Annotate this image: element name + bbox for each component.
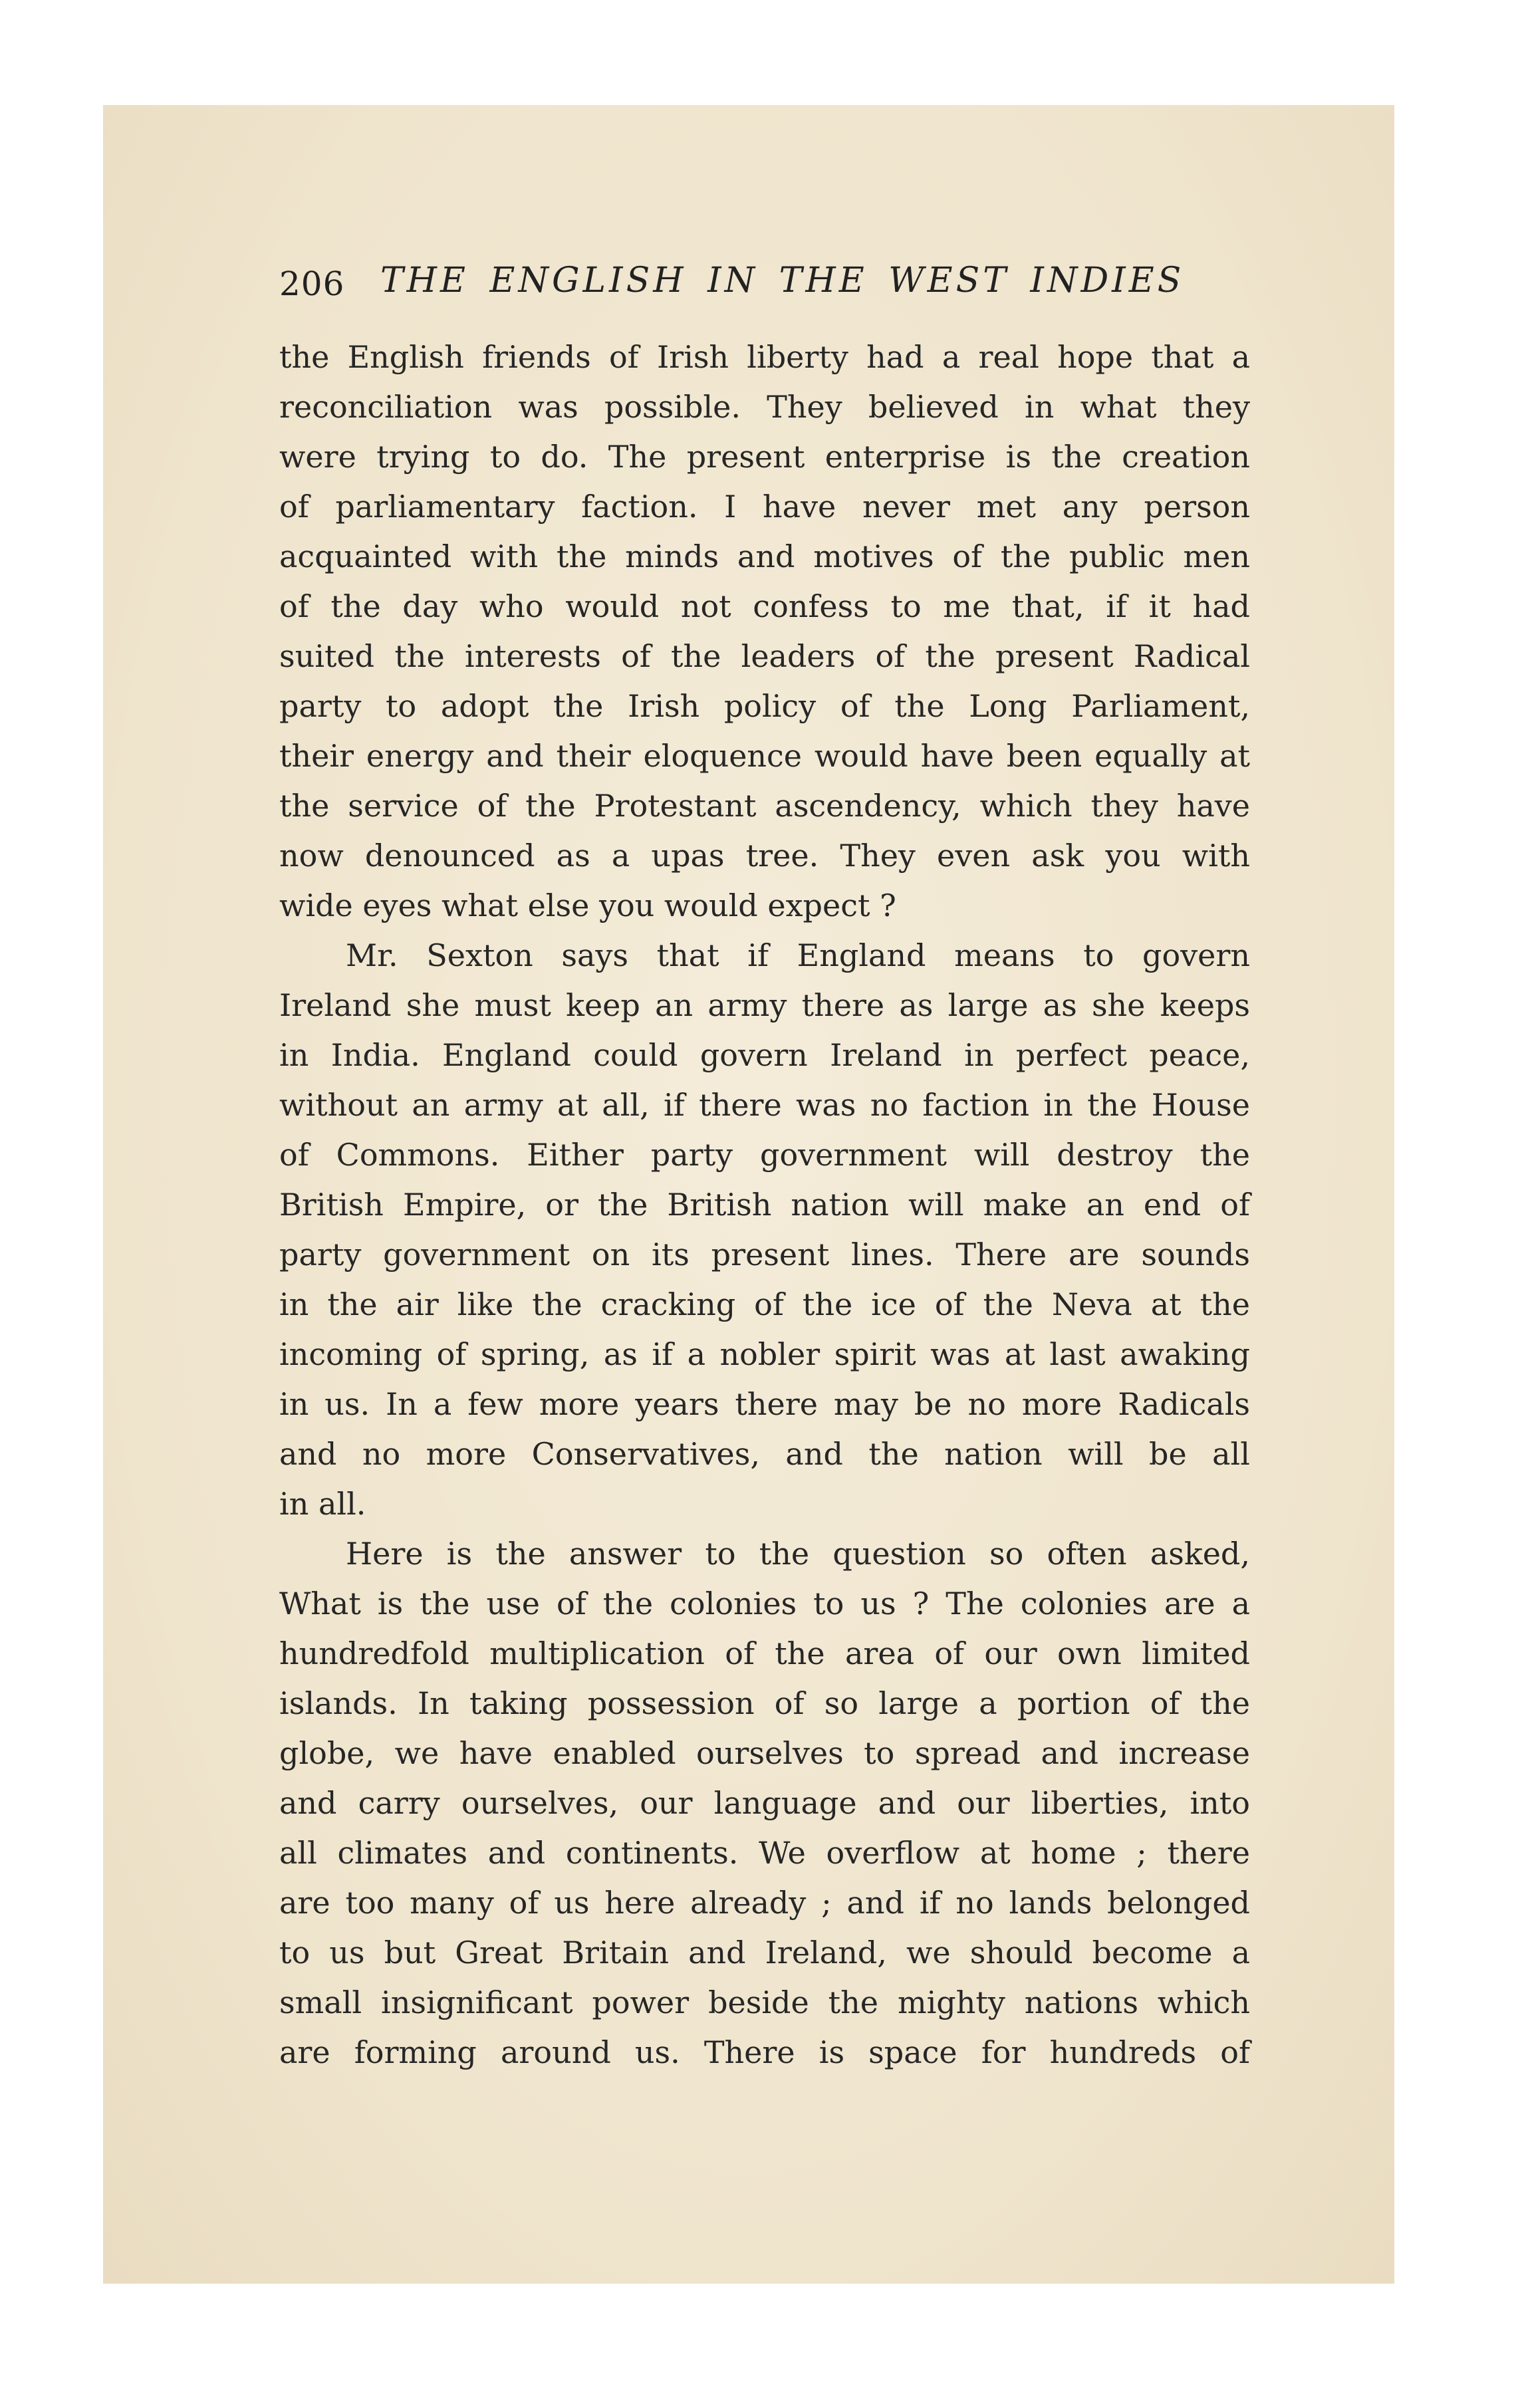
text-line: acquainted with the minds and motives of the public men bbox=[279, 539, 1250, 574]
text-line: suited the interests of the leaders of the present Radical bbox=[279, 638, 1250, 674]
text-line: globe, we have enabled ourselves to spread and increase bbox=[279, 1735, 1250, 1771]
text-line: of Commons. Either party government will destroy the bbox=[279, 1137, 1250, 1173]
text-line: in us. In a few more years there may be no more Radicals bbox=[279, 1386, 1250, 1422]
text-line: in the air like the cracking of the ice of the Neva at the bbox=[279, 1286, 1250, 1322]
text-line: are forming around us. There is space for hundreds of bbox=[279, 2034, 1250, 2070]
text-line: party to adopt the Irish policy of the Long Parliament, bbox=[279, 688, 1250, 724]
text-line: the English friends of Irish liberty had a real hope that a bbox=[279, 339, 1250, 375]
text-line: without an army at all, if there was no faction in the House bbox=[279, 1087, 1250, 1123]
text-line: of parliamentary faction. I have never met any person bbox=[279, 489, 1250, 525]
text-line: to us but Great Britain and Ireland, we should become a bbox=[279, 1935, 1250, 1971]
text-line: all climates and continents. We overflow at home ; there bbox=[279, 1835, 1250, 1871]
text-line: reconciliation was possible. They believed in what they bbox=[279, 389, 1250, 425]
body-text bbox=[279, 332, 1250, 2078]
page-number: 206 bbox=[279, 265, 345, 303]
text-line: Ireland she must keep an army there as large as she keeps bbox=[279, 987, 1250, 1023]
text-line: and no more Conservatives, and the nation will be all bbox=[279, 1436, 1250, 1472]
text-line: islands. In taking possession of so large a portion of the bbox=[279, 1685, 1250, 1721]
text-line: hundredfold multiplication of the area of our own limited bbox=[279, 1635, 1250, 1671]
text-line: party government on its present lines. There are sounds bbox=[279, 1237, 1250, 1272]
text-line: incoming of spring, as if a nobler spirit was at last awaking bbox=[279, 1336, 1250, 1372]
text-line: are too many of us here already ; and if no lands belonged bbox=[279, 1885, 1250, 1921]
text-line: of the day who would not confess to me that, if it had bbox=[279, 588, 1250, 624]
text-line: small insignificant power beside the mighty nations which bbox=[279, 1985, 1250, 2020]
paragraph-end-line: wide eyes what else you would expect ? bbox=[279, 888, 896, 923]
text-line: British Empire, or the British nation will make an end of bbox=[279, 1187, 1250, 1223]
paragraph-start-line: Here is the answer to the question so often asked, bbox=[346, 1536, 1250, 1572]
paragraph-start-line: Mr. Sexton says that if England means to govern bbox=[346, 937, 1250, 973]
text-line: their energy and their eloquence would have been equally at bbox=[279, 738, 1250, 774]
text-line: were trying to do. The present enterprise is the creation bbox=[279, 439, 1250, 475]
text-line: in India. England could govern Ireland in perfect peace, bbox=[279, 1037, 1250, 1073]
text-line: and carry ourselves, our language and our liberties, into bbox=[279, 1785, 1250, 1821]
running-title: THE ENGLISH IN THE WEST INDIES bbox=[380, 261, 1185, 301]
text-line: now denounced as a upas tree. They even ask you with bbox=[279, 838, 1250, 874]
page-header bbox=[279, 261, 1250, 307]
text-line: the service of the Protestant ascendency, which they have bbox=[279, 788, 1250, 824]
paragraph-end-line: in all. bbox=[279, 1486, 366, 1522]
text-line: What is the use of the colonies to us ? The colonies are a bbox=[279, 1586, 1250, 1622]
